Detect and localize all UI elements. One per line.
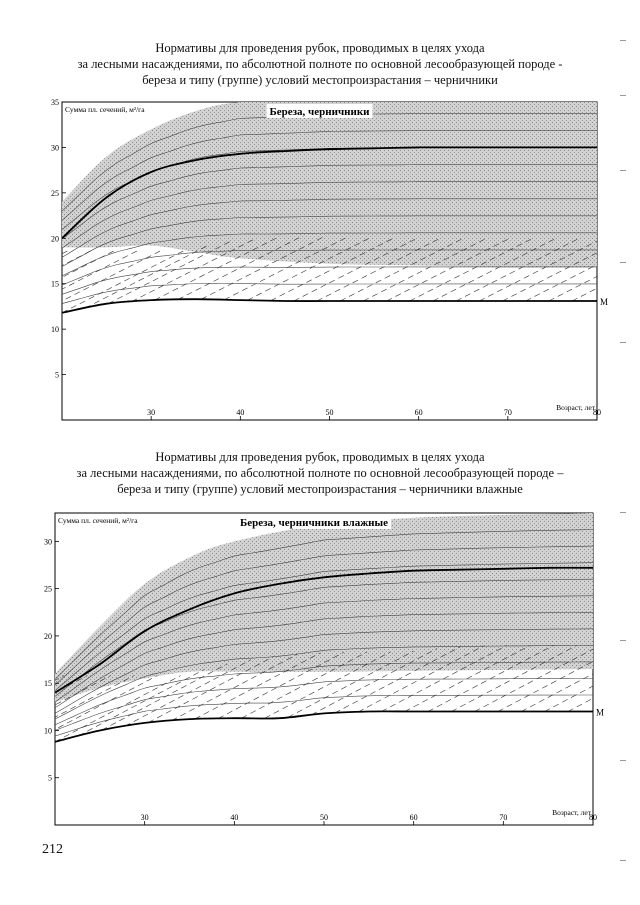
y-tick-label: 5 <box>55 370 59 380</box>
y-tick-label: 35 <box>51 98 59 107</box>
hatch-line <box>16 249 141 313</box>
chart-panel-bottom <box>0 505 640 845</box>
chart-caption-bottom <box>20 449 620 497</box>
x-tick-label: 40 <box>236 408 245 417</box>
x-axis-label: Возраст, лет <box>556 403 595 412</box>
scan-edge-mark <box>620 262 626 263</box>
series-line-m <box>55 711 593 741</box>
scan-edge-mark <box>620 760 626 761</box>
x-tick-label: 30 <box>140 813 149 822</box>
guide-curve <box>55 679 593 731</box>
caption-line: за лесными насаждениями, по абсолютной полноте по основной лесообразующей породе - <box>77 57 563 71</box>
y-tick-label: 30 <box>44 537 52 547</box>
hatch-line <box>0 676 64 742</box>
y-tick-label: 10 <box>44 726 52 736</box>
hatch-line <box>615 645 640 711</box>
y-axis-label: Сумма пл. сечений, м²/га <box>65 105 145 114</box>
x-tick-label: 80 <box>589 813 597 822</box>
series-line-m <box>62 299 597 313</box>
x-tick-label: 60 <box>409 813 418 822</box>
y-tick-label: 25 <box>51 188 59 198</box>
x-tick-label: 50 <box>320 813 328 822</box>
x-tick-label: 80 <box>593 408 601 417</box>
hatch-line <box>62 249 187 313</box>
scan-edge-mark <box>620 170 626 171</box>
scan-edge-mark <box>620 640 626 641</box>
x-tick-label: 30 <box>147 408 156 417</box>
x-tick-label: 60 <box>414 408 423 417</box>
caption-line: за лесными насаждениями, по абсолютной полноте по основной лесообразующей породе – <box>76 466 564 480</box>
hatch-line <box>0 249 25 313</box>
scan-edge-mark <box>620 860 626 861</box>
scan-edge-mark <box>620 512 626 513</box>
y-tick-label: 20 <box>51 234 59 244</box>
caption-line: Нормативы для проведения рубок, проводимых в целях ухода <box>155 41 485 55</box>
x-tick-label: 40 <box>230 813 239 822</box>
scan-edge-mark <box>620 342 626 343</box>
x-tick-label: 70 <box>503 408 512 417</box>
series-label: M <box>600 296 609 307</box>
hatch-line <box>591 645 640 711</box>
guide-curve <box>55 695 593 736</box>
y-tick-label: 5 <box>48 773 52 783</box>
scan-edge-mark <box>620 95 626 96</box>
hatch-line <box>0 249 71 313</box>
page-number: 212 <box>42 842 63 857</box>
chart-title: Береза, черничники влажные <box>239 517 389 529</box>
hatch-line <box>0 676 17 742</box>
hatch-line <box>0 249 48 313</box>
shaded-band <box>55 513 593 702</box>
y-tick-label: 20 <box>44 631 52 641</box>
chart-title: Береза, черничники <box>269 106 370 118</box>
hatch-line <box>0 249 94 313</box>
y-tick-label: 10 <box>51 325 59 335</box>
x-tick-label: 50 <box>325 408 334 417</box>
plot-area <box>0 96 640 312</box>
chart-caption-top <box>20 40 620 88</box>
y-tick-label: 30 <box>51 143 59 153</box>
caption-line: береза и типу (группе) условий местопроизрастания – черничники влажные <box>117 482 523 496</box>
y-tick-label: 15 <box>51 279 59 289</box>
hatch-line <box>0 676 41 742</box>
y-tick-label: 25 <box>44 584 52 594</box>
y-axis-label: Сумма пл. сечений, м²/га <box>58 516 138 525</box>
x-tick-label: 70 <box>499 813 508 822</box>
chart-bottom-svg <box>0 505 640 840</box>
plot-area <box>0 513 640 742</box>
scan-edge-mark <box>620 40 626 41</box>
chart-top-svg <box>0 90 640 435</box>
caption-line: Нормативы для проведения рубок, проводимых в целях ухода <box>155 450 485 464</box>
hatch-line <box>618 237 640 301</box>
chart-panel-top <box>0 90 640 440</box>
hatch-line <box>595 237 640 301</box>
series-label: M <box>596 707 605 718</box>
y-tick-label: 15 <box>44 679 52 689</box>
caption-line: береза и типу (группе) условий местопроизрастания – черничники <box>142 73 498 87</box>
hatch-line <box>0 249 1 313</box>
x-axis-label: Возраст, лет <box>552 808 591 817</box>
